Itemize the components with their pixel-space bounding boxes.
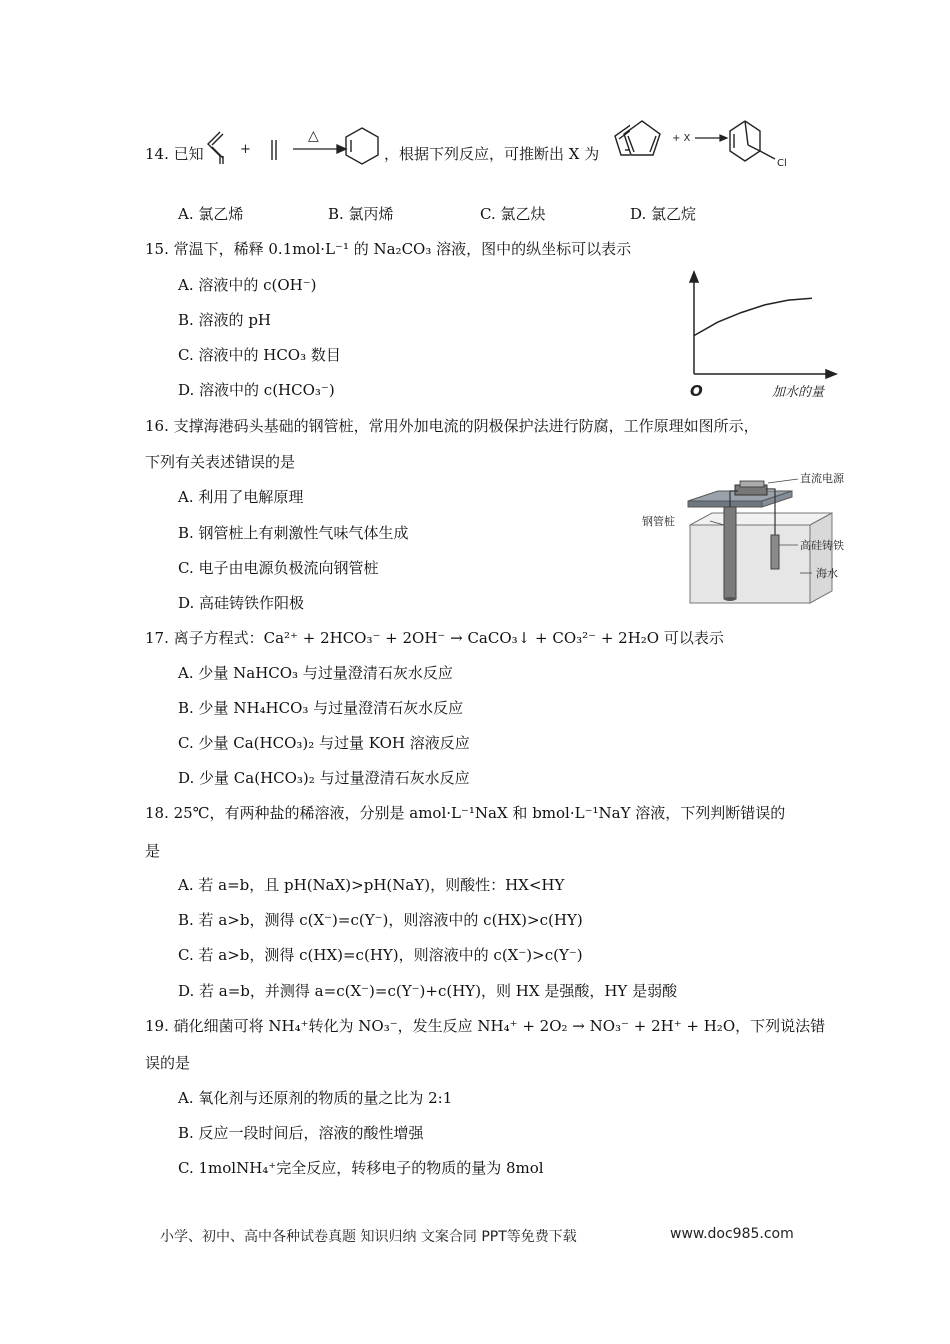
q17-option-a[interactable]: A. 少量 NaHCO₃ 与过量澄清石灰水反应: [178, 664, 453, 682]
q14-option-a[interactable]: A. 氯乙烯: [178, 205, 244, 223]
x-axis-label: 加水的量: [772, 385, 825, 400]
q19-option-a[interactable]: A. 氧化剂与还原剂的物质的量之比为 2:1: [178, 1089, 453, 1107]
series-line: [694, 298, 812, 335]
q14-prefix: 14. 已知: [145, 145, 204, 163]
q14-option-d[interactable]: D. 氯乙烷: [630, 205, 697, 223]
chlorine-label: Cl: [777, 158, 787, 169]
q16-option-c[interactable]: C. 电子由电源负极流向钢管桩: [178, 559, 379, 577]
q16-option-d[interactable]: D. 高硅铸铁作阳极: [178, 594, 305, 612]
norbornene-structure: [730, 121, 775, 161]
label-seawater: 海水: [816, 567, 838, 580]
q14-option-b[interactable]: B. 氯丙烯: [328, 205, 394, 223]
reaction-arrow: [293, 145, 346, 153]
q17-option-b[interactable]: B. 少量 NH₄HCO₃ 与过量澄清石灰水反应: [178, 699, 464, 717]
q19-stem-line1: 19. 硝化细菌可将 NH₄⁺转化为 NO₃⁻，发生反应 NH₄⁺ + 2O₂ → NO₃⁻ + 2H⁺ + H₂O，下列说法错: [145, 1017, 826, 1035]
q14-arrow: [695, 135, 727, 141]
label-power: 直流电源: [800, 472, 844, 485]
y-axis-arrow: [690, 272, 698, 282]
q17-option-c[interactable]: C. 少量 Ca(HCO₃)₂ 与过量 KOH 溶液反应: [178, 734, 470, 752]
q15-option-c[interactable]: C. 溶液中的 HCO₃ 数目: [178, 346, 341, 364]
steel-pile: [724, 507, 736, 601]
q14-product-scheme: [620, 115, 805, 173]
cyclopentadiene-ring: [624, 121, 660, 155]
q14-plus-1: +: [240, 142, 251, 157]
q15-stem: 15. 常温下，稀释 0.1mol·L⁻¹ 的 Na₂CO₃ 溶液，图中的纵坐标可以表示: [145, 240, 632, 258]
q18-option-b[interactable]: B. 若 a>b，测得 c(X⁻)=c(Y⁻)，则溶液中的 c(HX)>c(HY): [178, 911, 583, 929]
x-axis-arrow: [826, 370, 836, 378]
q14-plus-x: + X: [672, 133, 691, 144]
label-pile: 钢管桩: [642, 515, 675, 528]
q18-option-c[interactable]: C. 若 a>b，测得 c(HX)=c(HY)，则溶液中的 c(X⁻)>c(Y⁻): [178, 946, 583, 964]
q17-stem: 17. 离子方程式：Ca²⁺ + 2HCO₃⁻ + 2OH⁻ → CaCO₃↓ + CO₃²⁻ + 2H₂O 可以表示: [145, 629, 724, 647]
footer-text: 小学、初中、高中各种试卷真题 知识归纳 文案合同 PPT等免费下载: [160, 1229, 577, 1245]
page-footer: [160, 1226, 800, 1246]
q19-option-c[interactable]: C. 1molNH₄⁺完全反应，转移电子的物质的量为 8mol: [178, 1159, 544, 1177]
q14-option-c[interactable]: C. 氯乙炔: [480, 205, 546, 223]
ethylene-structure: [272, 140, 276, 160]
butadiene-structure: [208, 132, 223, 164]
q16-option-b[interactable]: B. 钢管桩上有刺激性气味气体生成: [178, 524, 409, 542]
q15-option-d[interactable]: D. 溶液中的 c(HCO₃⁻): [178, 381, 335, 399]
heat-triangle: △: [308, 128, 319, 144]
q16-stem-line1: 16. 支撑海港码头基础的钢管桩，常用外加电流的阴极保护法进行防腐，工作原理如图所示，: [145, 417, 759, 435]
q18-stem-line2: 是: [145, 842, 161, 860]
q15-option-a[interactable]: A. 溶液中的 c(OH⁻): [178, 276, 317, 294]
seawater-tank: [690, 513, 832, 603]
q18-option-a[interactable]: A. 若 a=b，且 pH(NaX)>pH(NaY)，则酸性：HX<HY: [178, 876, 565, 894]
q15-option-b[interactable]: B. 溶液的 pH: [178, 311, 272, 329]
q19-option-b[interactable]: B. 反应一段时间后，溶液的酸性增强: [178, 1124, 424, 1142]
dc-power-source: [735, 481, 767, 495]
q16-apparatus-diagram: [640, 465, 865, 610]
cyclohexene-structure: [346, 128, 378, 164]
q17-option-d[interactable]: D. 少量 Ca(HCO₃)₂ 与过量澄清石灰水反应: [178, 769, 470, 787]
q16-option-a[interactable]: A. 利用了电解原理: [178, 488, 304, 506]
q18-stem-line1: 18. 25℃，有两种盐的稀溶液，分别是 amol·L⁻¹NaX 和 bmol·L⁻¹NaY 溶液，下列判断错误的: [145, 804, 786, 822]
label-iron: 高硅铸铁: [800, 539, 844, 552]
q15-graph: [680, 270, 850, 402]
q14-middle-text: ，根据下列反应，可推断出 X 为: [384, 145, 600, 163]
q18-option-d[interactable]: D. 若 a=b，并测得 a=c(X⁻)=c(Y⁻)+c(HY)，则 HX 是强酸，HY 是弱酸: [178, 982, 678, 1000]
q19-stem-line2: 误的是: [145, 1054, 191, 1072]
footer-url[interactable]: www.doc985.com: [670, 1226, 794, 1242]
q16-stem-line2: 下列有关表述错误的是: [145, 453, 296, 471]
origin-label: O: [690, 382, 703, 400]
